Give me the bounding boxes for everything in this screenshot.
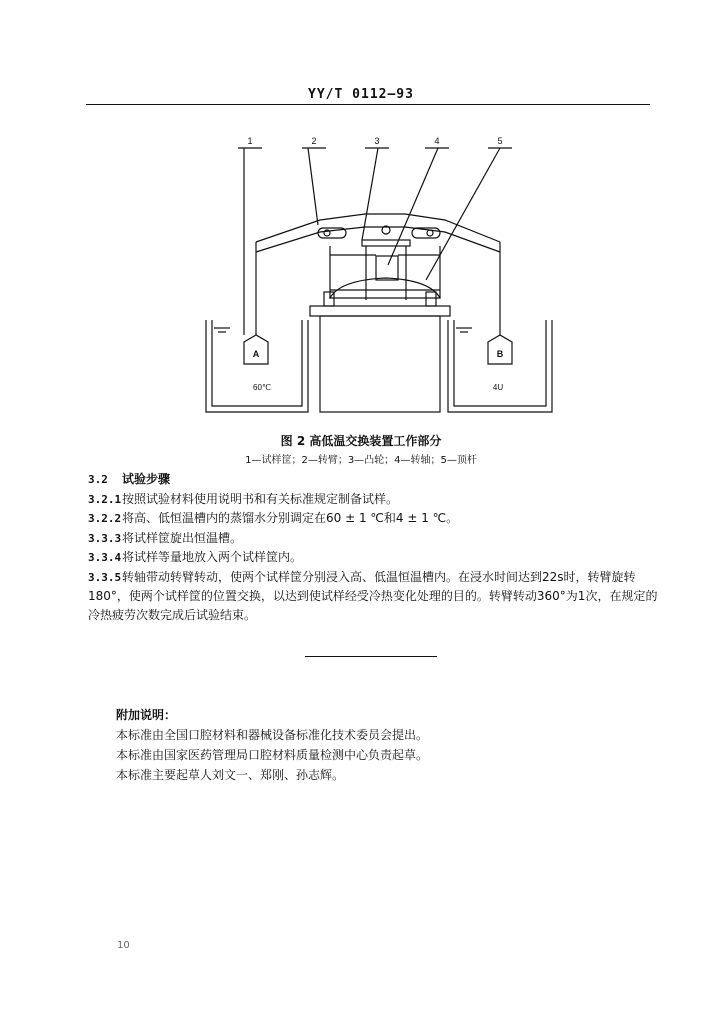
procedure-item (88, 568, 668, 625)
callout-1: 1 (247, 136, 253, 146)
notes-line: 本标准由全国口腔材料和器械设备标准化技术委员会提出。 (116, 728, 429, 742)
figure-caption: 图 2 高低温交换装置工作部分 (280, 434, 442, 448)
cold-bath-temp: 4U (492, 383, 504, 392)
apparatus-diagram (190, 130, 580, 430)
callout-5: 5 (497, 136, 503, 146)
notes-line: 本标准主要起草人刘文一、郑刚、孙志辉。 (116, 768, 345, 782)
section-number: 3.2 (88, 473, 108, 486)
item-text: 将试样筐旋出恒温槽。 (122, 530, 243, 545)
end-divider (305, 656, 437, 657)
item-text: 将高、低恒温槽内的蒸馏水分别调定在60 ± 1 ℃和4 ± 1 ℃。 (122, 511, 459, 525)
page-number: 10 (117, 940, 130, 951)
section-title: 试验步骤 (122, 472, 171, 486)
basket-b-label: B (496, 349, 504, 359)
apparatus-figure (190, 130, 580, 430)
figure-legend: 1—试样筐；2—转臂；3—凸轮；4—转轴；5—顶杆 (245, 455, 477, 466)
item-number: 3.3.3 (88, 531, 122, 545)
item-number: 3.3.4 (88, 551, 122, 564)
item-number: 3.3.5 (88, 570, 122, 584)
item-text: 转轴带动转臂转动，使两个试样筐分别浸入高、低温恒温槽内。在浸水时间达到22s时，转臂旋转180°，使两个试样筐的位置交换，以达到使试样经受冷热变化处理的目的。转臂转动360°为1次，在规定的冷热疲劳次数完成后试验结束。 (88, 569, 658, 622)
basket-a-label: A (252, 349, 260, 359)
notes-line: 本标准由国家医药管理局口腔材料质量检测中心负责起草。 (116, 748, 429, 762)
procedure-item (88, 490, 668, 510)
procedure-item (88, 509, 668, 529)
item-number: 3.2.2 (88, 512, 122, 525)
callout-4: 4 (434, 136, 440, 146)
notes-title: 附加说明： (116, 708, 177, 722)
procedure-item (88, 529, 668, 549)
callout-2: 2 (311, 136, 317, 146)
item-number: 3.2.1 (88, 492, 122, 506)
procedure-item (88, 548, 668, 568)
test-procedure-section (88, 470, 668, 624)
section-heading (88, 470, 668, 490)
callout-3: 3 (374, 136, 380, 146)
standard-code: YY/T 0112—93 (308, 87, 414, 102)
item-text: 将试样等量地放入两个试样筐内。 (122, 550, 303, 564)
hot-bath-temp: 60℃ (253, 383, 271, 392)
additional-notes (116, 705, 636, 785)
header-rule (86, 104, 650, 105)
item-text: 按照试验材料使用说明书和有关标准规定制备试样。 (122, 491, 399, 506)
